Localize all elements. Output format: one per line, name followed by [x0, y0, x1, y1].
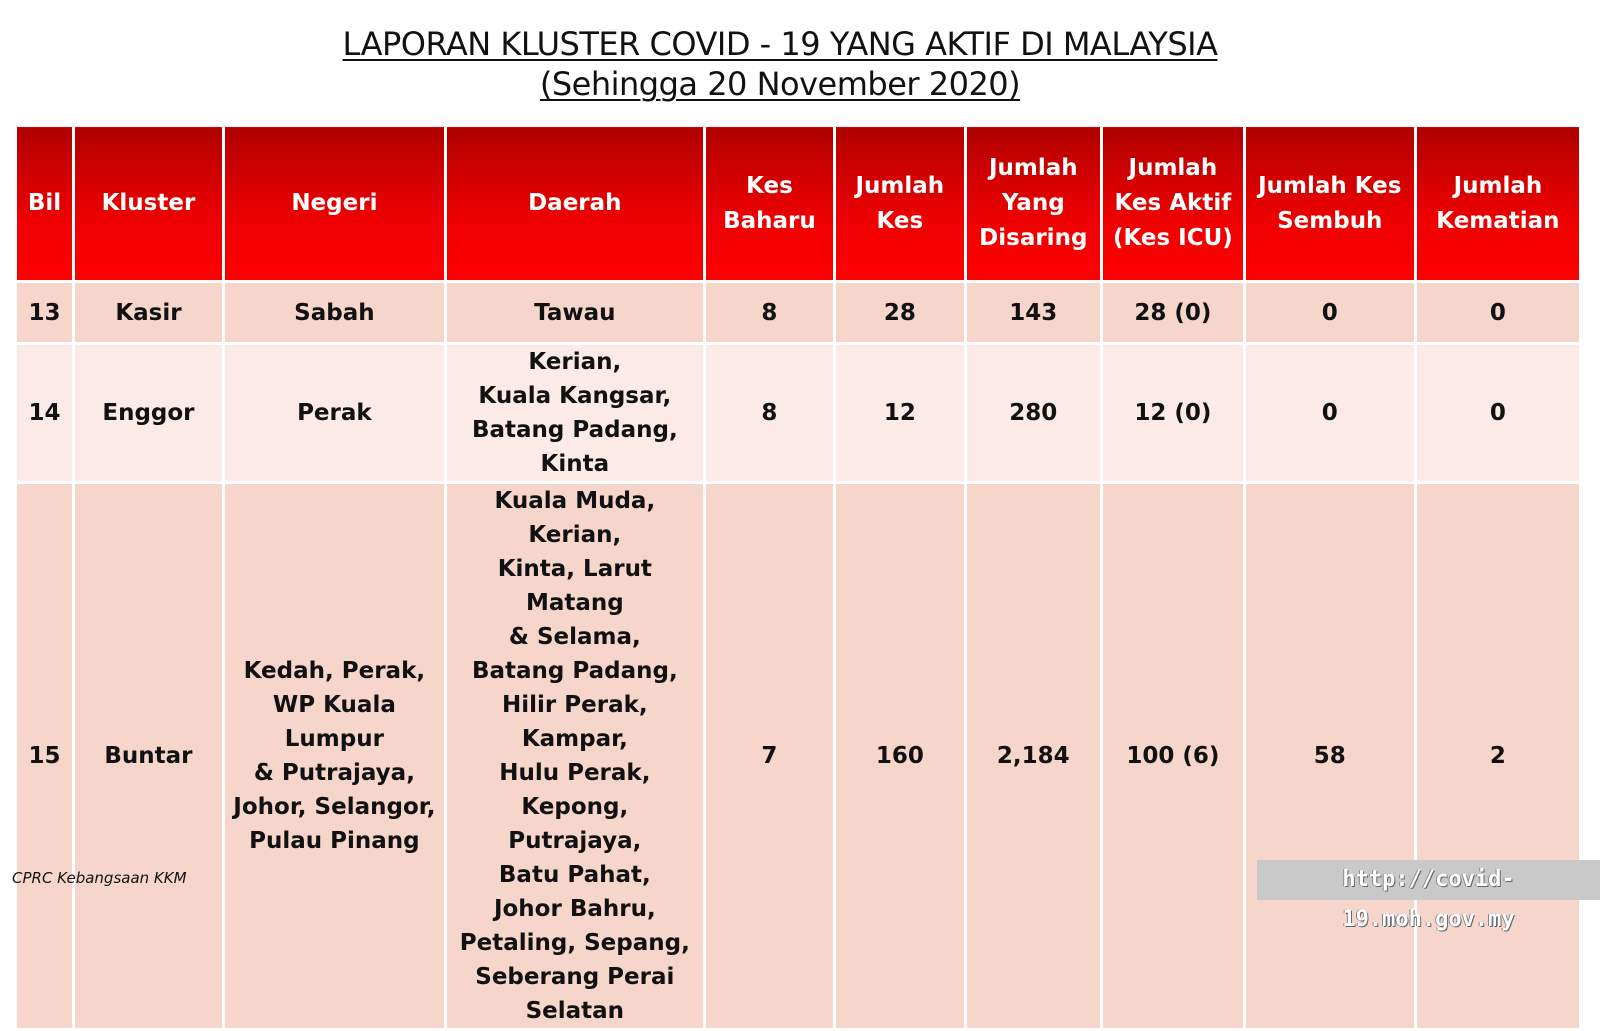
cell-daerah — [445, 282, 704, 344]
cell-kluster: Kasir — [74, 282, 224, 344]
cell-text-line: Bil — [27, 190, 62, 216]
cell-kes-baharu: 8 — [704, 282, 834, 344]
table-row — [16, 483, 1581, 1030]
cell-kes-baharu: 8 — [704, 344, 834, 483]
cell-jumlah-disaring: 2,184 — [965, 483, 1102, 1030]
cell-text-line: Pulau Pinang — [249, 828, 420, 854]
cell-text-line: & Selama, — [508, 624, 641, 650]
table-header-row — [16, 126, 1581, 282]
cell-negeri — [223, 344, 445, 483]
cell-bil: 14 — [16, 344, 74, 483]
cell-text-line: WP Kuala Lumpur — [272, 692, 396, 752]
cell-text-line: Jumlah — [1453, 172, 1543, 199]
cell-text-line: Perak — [297, 400, 372, 426]
cell-kluster: Buntar — [74, 483, 224, 1030]
header-kluster — [74, 126, 224, 282]
cell-bil: 13 — [16, 282, 74, 344]
cell-text-line: Jumlah — [855, 172, 945, 199]
cell-text-line: Daerah — [528, 190, 622, 216]
cell-text-line: Sembuh — [1277, 207, 1383, 234]
source-credit: CPRC Kebangsaan KKM — [12, 869, 187, 887]
cell-kes-aktif: 28 (0) — [1102, 282, 1245, 344]
header-kes-aktif — [1102, 126, 1245, 282]
title-line-2: (Sehingga 20 November 2020) — [539, 65, 1021, 103]
cell-text-line: Hulu Perak, Kepong, — [499, 760, 651, 820]
cell-daerah — [445, 344, 704, 483]
cell-text-line: Sabah — [294, 299, 375, 326]
cell-bil: 15 — [16, 483, 74, 1030]
cell-negeri — [223, 282, 445, 344]
cell-text-line: Batang Padang, — [471, 658, 678, 684]
header-jumlah-disaring — [965, 126, 1102, 282]
cell-text-line: Negeri — [291, 190, 378, 216]
cell-text-line: Kinta, Larut Matang — [497, 556, 652, 616]
header-kes-baharu — [704, 126, 834, 282]
website-url: http://covid-19.moh.gov.my — [1257, 860, 1600, 900]
cell-text-line: Petaling, Sepang, — [459, 930, 690, 956]
cell-text-line: Johor, Selangor, — [233, 794, 436, 820]
cell-negeri — [223, 483, 445, 1030]
cell-sembuh: 58 — [1244, 483, 1415, 1030]
cell-text-line: Johor Bahru, — [493, 896, 656, 922]
cell-text-line: Kluster — [101, 190, 196, 216]
cell-kematian: 0 — [1415, 282, 1580, 344]
cell-jumlah-disaring: 143 — [965, 282, 1102, 344]
cell-text-line: Batu Pahat, — [498, 862, 651, 888]
cell-text-line: Kerian, — [528, 349, 622, 375]
cell-daerah — [445, 483, 704, 1030]
cell-text-line: & Putrajaya, — [253, 760, 415, 786]
cell-text-line: Baharu — [723, 207, 816, 234]
cell-text-line: Jumlah — [988, 155, 1078, 181]
cell-text-line: Jumlah — [1128, 155, 1218, 181]
table-row — [16, 344, 1581, 483]
cell-text-line: Jumlah Kes — [1258, 172, 1402, 199]
cell-text-line: Kuala Muda, Kerian, — [494, 488, 656, 548]
header-jumlah-kes — [835, 126, 965, 282]
cell-jumlah-kes: 160 — [835, 483, 965, 1030]
header-daerah — [445, 126, 704, 282]
cell-kes-baharu: 7 — [704, 483, 834, 1030]
cell-kematian: 2 — [1415, 483, 1580, 1030]
cell-kes-aktif: 100 (6) — [1102, 483, 1245, 1030]
header-bil — [16, 126, 74, 282]
cell-kematian: 0 — [1415, 344, 1580, 483]
cell-text-line: Disaring — [979, 225, 1088, 251]
title-line-1: LAPORAN KLUSTER COVID - 19 YANG AKTIF DI MALAYSIA — [342, 25, 1218, 63]
header-kematian — [1415, 126, 1580, 282]
cell-text-line: Kuala Kangsar, — [478, 383, 672, 409]
cell-text-line: Hilir Perak, Kampar, — [502, 692, 648, 752]
cell-text-line: Kes — [876, 207, 924, 234]
header-sembuh — [1244, 126, 1415, 282]
report-title — [0, 24, 1560, 104]
cell-text-line: Kes Aktif — [1114, 190, 1232, 216]
header-negeri — [223, 126, 445, 282]
cell-text-line: Tawau — [534, 299, 616, 326]
cell-text-line: (Kes ICU) — [1112, 225, 1233, 251]
cell-text-line: Kes — [746, 172, 793, 199]
cell-text-line: Putrajaya, — [508, 828, 642, 854]
cell-kluster: Enggor — [74, 344, 224, 483]
cell-text-line: Selatan — [525, 998, 625, 1024]
cell-jumlah-kes: 28 — [835, 282, 965, 344]
cell-text-line: Kematian — [1436, 207, 1560, 234]
cell-text-line: Batang Padang, Kinta — [471, 417, 678, 477]
table-row — [16, 282, 1581, 344]
cell-text-line: Kedah, Perak, — [243, 658, 426, 684]
cell-sembuh: 0 — [1244, 344, 1415, 483]
cell-jumlah-disaring: 280 — [965, 344, 1102, 483]
cell-text-line: Yang — [1001, 190, 1065, 216]
cell-jumlah-kes: 12 — [835, 344, 965, 483]
cell-text-line: Seberang Perai — [475, 964, 675, 990]
cell-sembuh: 0 — [1244, 282, 1415, 344]
cell-kes-aktif: 12 (0) — [1102, 344, 1245, 483]
